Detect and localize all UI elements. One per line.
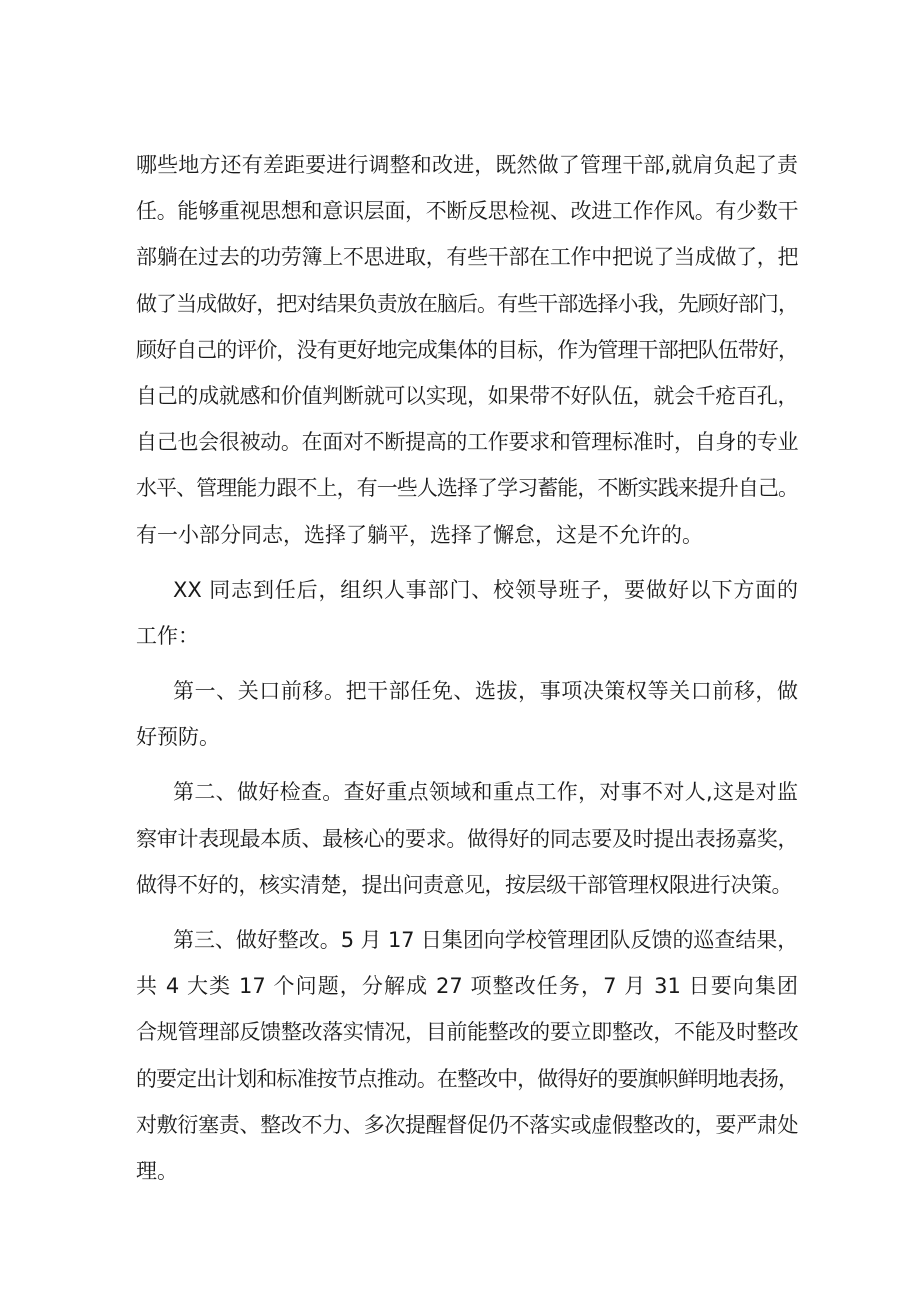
text-line: 合规管理部反馈整改落实情况，目前能整改的要立即整改，不能及时整改 bbox=[136, 1020, 798, 1045]
text-line: 自己也会很被动。在面对不断提高的工作要求和管理标准时，自身的专业 bbox=[136, 430, 798, 455]
text-line: 理。 bbox=[136, 1158, 178, 1183]
text-line: 对敷衍塞责、整改不力、多次提醒督促仍不落实或虚假整改的，要严肃处 bbox=[136, 1112, 798, 1137]
text-line: 哪些地方还有差距要进行调整和改进，既然做了管理干部,就肩负起了责 bbox=[136, 153, 798, 177]
text-line: 共 4 大类 17 个问题，分解成 27 项整改任务，7 月 31 日要向集团 bbox=[136, 974, 798, 999]
text-line: 部躺在过去的功劳簿上不思进取，有些干部在工作中把说了当成做了，把 bbox=[136, 245, 798, 270]
paragraph-1 bbox=[136, 142, 798, 558]
text-line: 顾好自己的评价，没有更好地完成集体的目标，作为管理干部把队伍带好， bbox=[136, 337, 798, 362]
paragraph-2 bbox=[136, 567, 798, 659]
paragraph-spacer bbox=[136, 659, 798, 668]
text-line: 任。能够重视思想和意识层面，不断反思检视、改进工作作风。有少数干 bbox=[136, 199, 798, 224]
text-line: 察审计表现最本质、最核心的要求。做得好的同志要及时提出表扬嘉奖， bbox=[136, 826, 798, 851]
text-line: 好预防。 bbox=[136, 725, 220, 750]
paragraph-spacer bbox=[136, 908, 798, 917]
text-line: 第一、关口前移。把干部任免、选拔，事项决策权等关口前移，做 bbox=[173, 679, 798, 704]
paragraph-4 bbox=[136, 769, 798, 908]
paragraph-spacer bbox=[136, 558, 798, 567]
text-line: 水平、管理能力跟不上，有一些人选择了学习蓄能，不断实践来提升自己。 bbox=[136, 476, 798, 501]
paragraph-spacer bbox=[136, 760, 798, 769]
text-line: 工作： bbox=[136, 623, 199, 648]
document-body bbox=[136, 142, 798, 1194]
text-line: 第三、做好整改。5 月 17 日集团向学校管理团队反馈的巡查结果， bbox=[173, 928, 798, 952]
text-line: 自己的成就感和价值判断就可以实现，如果带不好队伍，就会千疮百孔， bbox=[136, 383, 798, 408]
text-line: 的要定出计划和标准按节点推动。在整改中，做得好的要旗帜鲜明地表扬， bbox=[136, 1066, 798, 1091]
text-line: 做得不好的，核实清楚，提出问责意见，按层级干部管理权限进行决策。 bbox=[136, 872, 792, 897]
paragraph-5 bbox=[136, 917, 798, 1194]
paragraph-3 bbox=[136, 668, 798, 760]
text-line: XX 同志到任后，组织人事部门、校领导班子，要做好以下方面的 bbox=[173, 577, 798, 602]
text-line: 做了当成做好，把对结果负责放在脑后。有些干部选择小我，先顾好部门， bbox=[136, 291, 798, 316]
text-line: 第二、做好检查。查好重点领域和重点工作，对事不对人,这是对监 bbox=[173, 780, 798, 805]
text-line: 有一小部分同志，选择了躺平，选择了懈怠，这是不允许的。 bbox=[136, 522, 703, 547]
